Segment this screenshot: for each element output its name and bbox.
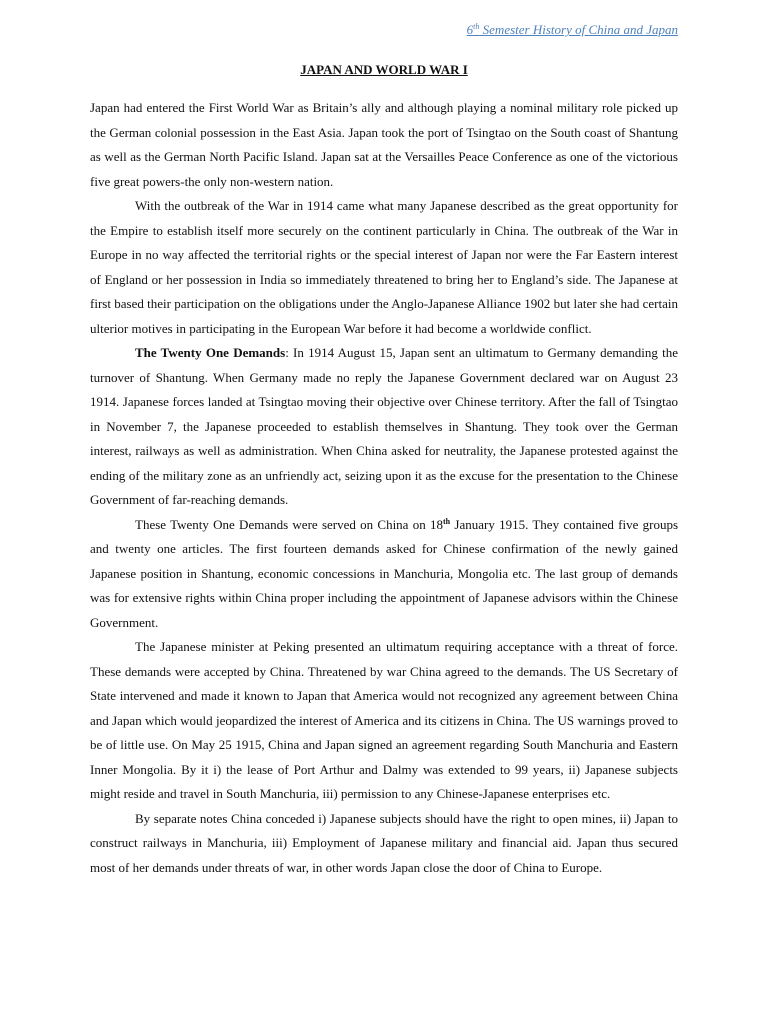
running-header — [467, 22, 678, 38]
header-ordinal-suffix: th — [473, 22, 480, 31]
paragraph-3-body: : In 1914 August 15, Japan sent an ultimatum to Germany demanding the turnover of Shantung. When Germany made no reply the Japanese Government declared war on August 23 1914. Japanese forces landed at Tsingtao moving their objective over Chinese territory. After the fall of Tsingtao in November 7, the Japanese proceeded to establish themselves in Shantung. They took over the German interest, railways as well as administration. When China asked for neutrality, the Japanese protested against the ending of the military zone as an unfriendly act, seizing upon it as the excuse for the presentation to the Chinese Government of far-reaching demands. — [90, 345, 678, 507]
paragraph-4-after: January 1915. They contained five groups and twenty one articles. The first fourteen demands asked for Chinese confirmation of the newly gained Japanese position in Shantung, economic concessions in Manchuria, Mongolia etc. The last group of demands was for extensive rights within China proper including the appointment of Japanese advisors within the Chinese Government. — [90, 516, 678, 630]
document-body — [90, 60, 678, 880]
page-title: JAPAN AND WORLD WAR I — [300, 62, 468, 77]
paragraph-5: The Japanese minister at Peking presented an ultimatum requiring acceptance with a threat of force. These demands were accepted by China. Threatened by war China agreed to the demands. The US Secretary of State intervened and made it known to Japan that America would not recognized any agreement between China and Japan which would jeopardized the interest of America and its citizens in China. The US warnings proved to be of little use. On May 25 1915, China and Japan signed an agreement regarding South Manchuria and Eastern Inner Mongolia. By it i) the lease of Port Arthur and Dalmy was extended to 99 years, ii) Japanese subjects might reside and travel in South Manchuria, iii) permission to any Chinese-Japanese enterprises etc. — [90, 639, 678, 801]
header-ordinal-number: 6 — [466, 22, 474, 37]
paragraph-3 — [90, 341, 678, 513]
paragraph-6: By separate notes China conceded i) Japanese subjects should have the right to open mines, ii) Japan to construct railways in Manchuria, iii) Employment of Japanese military and financial aid. Japan thus secured most of her demands under threats of war, in other words Japan close the door of China to Europe. — [90, 810, 678, 875]
paragraph-2: With the outbreak of the War in 1914 came what many Japanese described as the great opportunity for the Empire to establish itself more securely on the continent particularly in China. The outbreak of the War in Europe in no way affected the territorial rights or the special interest of Japan nor were the Far Eastern interest of England or her possession in India so immediately threatened to bring her to England’s side. The Japanese at first based their participation on the obligations under the Anglo-Japanese Alliance 1902 but later she had certain ulterior motives in participating in the European War before it had become a worldwide conflict. — [90, 198, 678, 336]
paragraph-4 — [90, 513, 678, 636]
paragraph-4-before: These Twenty One Demands were served on China on 18 — [135, 516, 443, 532]
section-heading-twenty-one-demands: The Twenty One Demands — [135, 345, 286, 360]
header-course-title: Semester History of China and Japan — [479, 22, 678, 37]
paragraph-1: Japan had entered the First World War as Britain’s ally and although playing a nominal military role picked up the German colonial possession in the East Asia. Japan took the port of Tsingtao on the South coast of Shantung as well as the German North Pacific Island. Japan sat at the Versailles Peace Conference as one of the victorious five great powers-the only non-western nation. — [90, 100, 678, 189]
paragraph-4-superscript: th — [443, 516, 451, 526]
